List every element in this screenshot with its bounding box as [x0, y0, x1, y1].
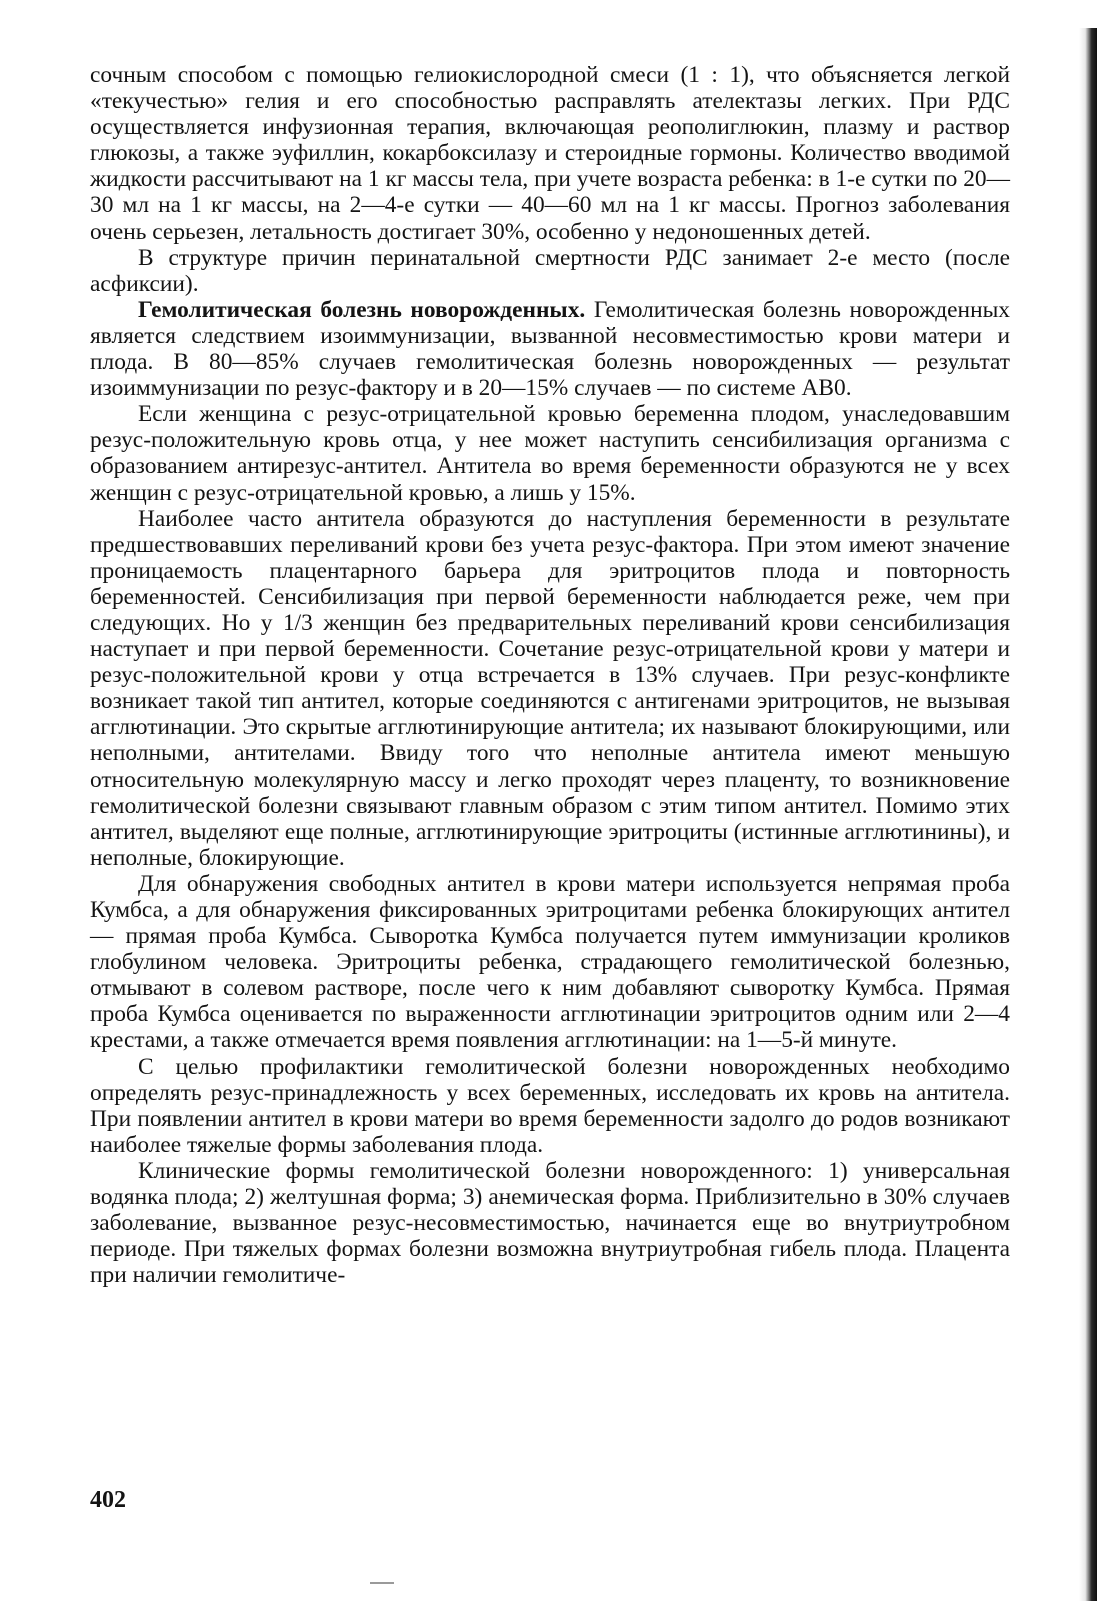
scan-edge-top [1065, 0, 1105, 28]
paragraph-6: Для обнаружения свободных антител в крови матери используется непрямая проба Кумбса, а для обнаружения фиксированных эритроцитами ребенка блокирующих антител — прямая проба Кумбса. Сыворотка Кумбса получается путем иммунизации кроликов глобулином человека. Эритроциты ребенка, страдающего гемолитической болезнью, отмывают в солевом растворе, после чего к ним добавляют сыворотку Кумбса. Прямая проба Кумбса оценивается по выраженности агглютинации эритроцитов одним или 2—4 крестами, а также отмечается время появления агглютинации: на 1—5-й минуте. [90, 870, 1010, 1054]
page-number: 402 [90, 1487, 126, 1513]
body-text [90, 62, 1010, 1288]
paragraph-7: С целью профилактики гемолитической болезни новорожденных необходимо определять резус-принадлежность у всех беременных, исследовать их кровь на антитела. При появлении антител в крови матери во время беременности задолго до родов возникают наиболее тяжелые формы заболевания плода. [90, 1053, 1010, 1158]
scan-mark [370, 1582, 394, 1584]
paragraph-4: Если женщина с резус-отрицательной кровью беременна плодом, унаследовавшим резус-положительную кровь отца, у нее может наступить сенсибилизация организма с образованием антирезус-антител. Антитела во время беременности образуются не у всех женщин с резус-отрицательной кровью, а лишь у 15%. [90, 401, 1010, 506]
paragraph-1: сочным способом с помощью гелиокислородной смеси (1 : 1), что объясняется легкой «текучестью» гелия и его способностью расправлять ателектазы легких. При РДС осуществляется инфузионная терапия, включающая реополиглюкин, плазму и раствор глюкозы, а также эуфиллин, кокарбоксилазу и стероидные гормоны. Количество вводимой жидкости рассчитывают на 1 кг массы тела, при учете возраста ребенка: в 1-е сутки по 20—30 мл на 1 кг массы, на 2—4-е сутки — 40—60 мл на 1 кг массы. Прогноз заболевания очень серьезен, летальность достигает 30%, особенно у недоношенных детей. [90, 62, 1010, 245]
paragraph-5: Наиболее часто антитела образуются до наступления беременности в результате предшествовавших переливаний крови без учета резус-фактора. При этом имеют значение проницаемость плацентарного барьера для эритроцитов плода и повторность беременностей. Сенсибилизация при первой беременности наблюдается реже, чем при следующих. Но у 1/3 женщин без предварительных переливаний крови сенсибилизация наступает и при первой беременности. Сочетание резус-отрицательной крови у матери и резус-положительной крови у отца встречается в 13% случаев. При резус-конфликте возникает такой тип антител, которые соединяются с антигенами эритроцитов, не вызывая агглютинации. Это скрытые агглютинирующие антитела; их называют блокирующими, или неполными, антителами. Ввиду того что неполные антитела имеют меньшую относительную молекулярную массу и легко проходят через плаценту, то возникновение гемолитической болезни связывают главным образом с этим типом антител. Помимо этих антител, выделяют еще полные, агглютинирующие эритроциты (истинные агглютинины), и неполные, блокирующие. [90, 505, 1010, 871]
section-heading: Гемолитическая болезнь новорожденных. [138, 296, 586, 323]
scan-edge-shadow [1079, 0, 1097, 1601]
paragraph-3-text: Гемолитическая болезнь новорожденных является следствием изоиммунизации, вызванной несовместимостью крови матери и плода. В 80—85% случаев гемолитическая болезнь новорожденных — результат изоиммунизации по резус-фактору и в 20—15% случаев — по системе АВ0. [90, 296, 1010, 402]
paragraph-2: В структуре причин перинатальной смертности РДС занимает 2-е место (после асфиксии). [90, 244, 1010, 297]
paragraph-8: Клинические формы гемолитической болезни новорожденного: 1) универсальная водянка плода; 2) желтушная форма; 3) анемическая форма. Приблизительно в 30% случаев заболевание, вызванное резус-несовместимостью, начинается еще во внутриутробном периоде. При тяжелых формах болезни возможна внутриутробная гибель плода. Плацента при наличии гемолитиче- [90, 1157, 1010, 1289]
paragraph-3 [90, 297, 1010, 401]
